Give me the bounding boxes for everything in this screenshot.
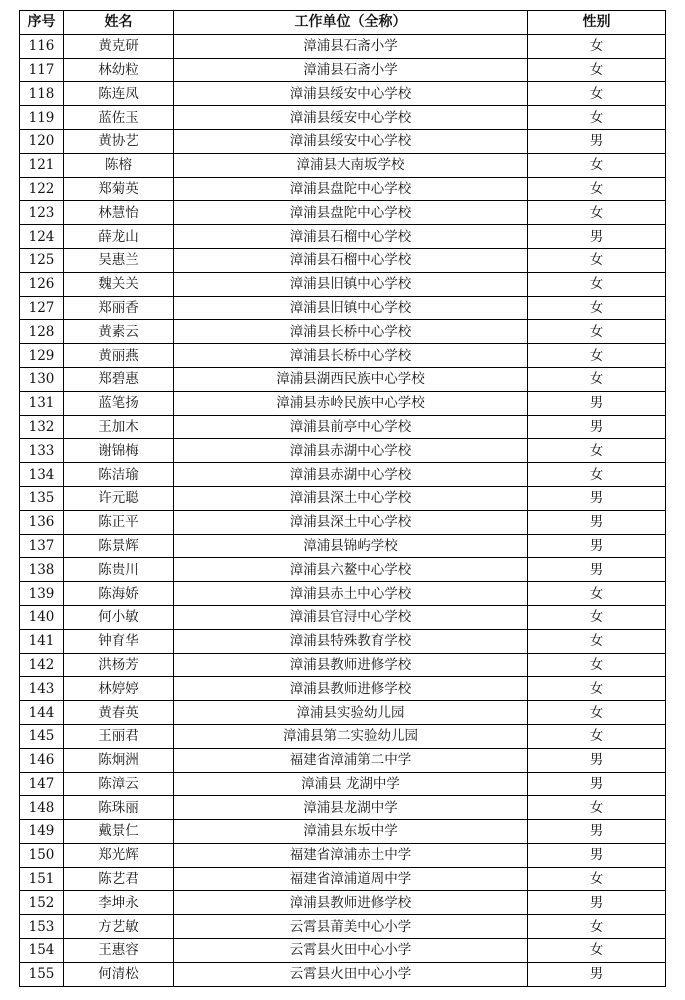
cell-gender: 男 xyxy=(528,772,666,796)
table-row xyxy=(20,82,666,106)
table-row xyxy=(20,225,666,249)
table-row xyxy=(20,772,666,796)
cell-gender: 女 xyxy=(528,796,666,820)
cell-name: 陈贵川 xyxy=(64,558,174,582)
cell-id: 130 xyxy=(20,367,64,391)
cell-name: 陈榕 xyxy=(64,153,174,177)
table-row xyxy=(20,367,666,391)
table-row xyxy=(20,106,666,130)
cell-name: 黄协艺 xyxy=(64,129,174,153)
cell-gender: 女 xyxy=(528,367,666,391)
table-row xyxy=(20,653,666,677)
cell-name: 蓝笔扬 xyxy=(64,391,174,415)
table-row xyxy=(20,248,666,272)
cell-id: 118 xyxy=(20,82,64,106)
cell-name: 戴景仁 xyxy=(64,820,174,844)
cell-unit: 漳浦县教师进修学校 xyxy=(174,891,528,915)
cell-id: 135 xyxy=(20,486,64,510)
cell-name: 陈海娇 xyxy=(64,582,174,606)
cell-gender: 男 xyxy=(528,510,666,534)
cell-id: 141 xyxy=(20,629,64,653)
cell-id: 119 xyxy=(20,106,64,130)
header-gender: 性别 xyxy=(528,11,666,35)
header-unit: 工作单位（全称） xyxy=(174,11,528,35)
cell-name: 何清松 xyxy=(64,962,174,986)
cell-name: 陈正平 xyxy=(64,510,174,534)
cell-unit: 漳浦县绥安中心学校 xyxy=(174,129,528,153)
cell-id: 151 xyxy=(20,867,64,891)
cell-unit: 漳浦县前亭中心学校 xyxy=(174,415,528,439)
cell-gender: 女 xyxy=(528,58,666,82)
cell-gender: 女 xyxy=(528,82,666,106)
cell-id: 138 xyxy=(20,558,64,582)
table-row xyxy=(20,486,666,510)
cell-name: 林幼粒 xyxy=(64,58,174,82)
cell-gender: 男 xyxy=(528,415,666,439)
cell-id: 120 xyxy=(20,129,64,153)
cell-name: 魏关关 xyxy=(64,272,174,296)
cell-unit: 漳浦县特殊教育学校 xyxy=(174,629,528,653)
cell-id: 155 xyxy=(20,962,64,986)
cell-id: 145 xyxy=(20,724,64,748)
cell-gender: 男 xyxy=(528,391,666,415)
table-row xyxy=(20,796,666,820)
cell-id: 146 xyxy=(20,748,64,772)
cell-name: 吴惠兰 xyxy=(64,248,174,272)
table-row xyxy=(20,843,666,867)
table-row xyxy=(20,129,666,153)
cell-unit: 漳浦县石斋小学 xyxy=(174,58,528,82)
header-row xyxy=(20,11,666,35)
cell-gender: 女 xyxy=(528,915,666,939)
cell-unit: 漳浦县大南坂学校 xyxy=(174,153,528,177)
cell-name: 王加木 xyxy=(64,415,174,439)
cell-name: 王丽君 xyxy=(64,724,174,748)
cell-unit: 漳浦县深土中心学校 xyxy=(174,486,528,510)
cell-name: 蓝佐玉 xyxy=(64,106,174,130)
table-row xyxy=(20,153,666,177)
cell-id: 154 xyxy=(20,939,64,963)
cell-name: 黄春英 xyxy=(64,701,174,725)
header-name: 姓名 xyxy=(64,11,174,35)
cell-unit: 漳浦县深土中心学校 xyxy=(174,510,528,534)
cell-name: 方艺敏 xyxy=(64,915,174,939)
cell-unit: 漳浦县旧镇中心学校 xyxy=(174,296,528,320)
cell-name: 许元聪 xyxy=(64,486,174,510)
cell-gender: 女 xyxy=(528,248,666,272)
cell-gender: 男 xyxy=(528,558,666,582)
cell-name: 陈漳云 xyxy=(64,772,174,796)
cell-id: 139 xyxy=(20,582,64,606)
cell-name: 陈艺君 xyxy=(64,867,174,891)
cell-name: 郑菊英 xyxy=(64,177,174,201)
cell-gender: 女 xyxy=(528,701,666,725)
cell-unit: 福建省漳浦赤土中学 xyxy=(174,843,528,867)
table-row xyxy=(20,582,666,606)
cell-gender: 女 xyxy=(528,177,666,201)
cell-id: 127 xyxy=(20,296,64,320)
cell-unit: 漳浦县赤湖中心学校 xyxy=(174,463,528,487)
cell-id: 128 xyxy=(20,320,64,344)
cell-name: 陈景辉 xyxy=(64,534,174,558)
cell-unit: 漳浦县官浔中心学校 xyxy=(174,605,528,629)
cell-id: 126 xyxy=(20,272,64,296)
cell-gender: 男 xyxy=(528,486,666,510)
cell-unit: 漳浦县湖西民族中心学校 xyxy=(174,367,528,391)
cell-unit: 漳浦县实验幼儿园 xyxy=(174,701,528,725)
cell-unit: 漳浦县教师进修学校 xyxy=(174,677,528,701)
table-row xyxy=(20,34,666,58)
table-row xyxy=(20,724,666,748)
table-row xyxy=(20,415,666,439)
cell-id: 144 xyxy=(20,701,64,725)
cell-gender: 男 xyxy=(528,225,666,249)
cell-name: 郑丽香 xyxy=(64,296,174,320)
cell-unit: 漳浦县盘陀中心学校 xyxy=(174,201,528,225)
cell-name: 陈洁瑜 xyxy=(64,463,174,487)
cell-gender: 女 xyxy=(528,344,666,368)
roster-table xyxy=(19,10,666,987)
cell-unit: 漳浦县旧镇中心学校 xyxy=(174,272,528,296)
header-id: 序号 xyxy=(20,11,64,35)
cell-name: 王惠容 xyxy=(64,939,174,963)
cell-id: 148 xyxy=(20,796,64,820)
table-row xyxy=(20,748,666,772)
cell-unit: 漳浦县赤土中心学校 xyxy=(174,582,528,606)
table-row xyxy=(20,820,666,844)
cell-name: 陈炯洲 xyxy=(64,748,174,772)
cell-name: 何小敏 xyxy=(64,605,174,629)
table-row xyxy=(20,344,666,368)
cell-id: 137 xyxy=(20,534,64,558)
table-row xyxy=(20,58,666,82)
cell-unit: 云霄县火田中心小学 xyxy=(174,939,528,963)
cell-unit: 漳浦县锦屿学校 xyxy=(174,534,528,558)
table-row xyxy=(20,701,666,725)
cell-gender: 女 xyxy=(528,320,666,344)
cell-name: 钟育华 xyxy=(64,629,174,653)
cell-name: 洪杨芳 xyxy=(64,653,174,677)
cell-name: 黄素云 xyxy=(64,320,174,344)
cell-name: 陈连凤 xyxy=(64,82,174,106)
cell-gender: 女 xyxy=(528,201,666,225)
cell-id: 134 xyxy=(20,463,64,487)
cell-unit: 漳浦县赤岭民族中心学校 xyxy=(174,391,528,415)
cell-unit: 漳浦县石斋小学 xyxy=(174,34,528,58)
cell-id: 122 xyxy=(20,177,64,201)
cell-name: 郑光辉 xyxy=(64,843,174,867)
table-row xyxy=(20,391,666,415)
cell-gender: 女 xyxy=(528,582,666,606)
cell-name: 薛龙山 xyxy=(64,225,174,249)
cell-name: 黄克研 xyxy=(64,34,174,58)
cell-name: 黄丽燕 xyxy=(64,344,174,368)
cell-gender: 女 xyxy=(528,106,666,130)
cell-gender: 男 xyxy=(528,891,666,915)
cell-name: 林婷婷 xyxy=(64,677,174,701)
cell-id: 136 xyxy=(20,510,64,534)
table-row xyxy=(20,510,666,534)
cell-unit: 漳浦县第二实验幼儿园 xyxy=(174,724,528,748)
table-header xyxy=(20,11,666,35)
cell-gender: 女 xyxy=(528,439,666,463)
cell-gender: 女 xyxy=(528,629,666,653)
cell-id: 143 xyxy=(20,677,64,701)
cell-unit: 漳浦县绥安中心学校 xyxy=(174,82,528,106)
table-row xyxy=(20,320,666,344)
cell-unit: 漳浦县六鳌中心学校 xyxy=(174,558,528,582)
cell-gender: 女 xyxy=(528,867,666,891)
cell-gender: 男 xyxy=(528,748,666,772)
table-row xyxy=(20,272,666,296)
cell-gender: 女 xyxy=(528,296,666,320)
cell-gender: 女 xyxy=(528,153,666,177)
table-row xyxy=(20,177,666,201)
cell-unit: 漳浦县东坂中学 xyxy=(174,820,528,844)
table-row xyxy=(20,558,666,582)
table-row xyxy=(20,677,666,701)
cell-unit: 漳浦县石榴中心学校 xyxy=(174,225,528,249)
cell-unit: 漳浦县教师进修学校 xyxy=(174,653,528,677)
cell-name: 谢锦梅 xyxy=(64,439,174,463)
cell-id: 132 xyxy=(20,415,64,439)
table-row xyxy=(20,534,666,558)
cell-id: 117 xyxy=(20,58,64,82)
cell-unit: 漳浦县长桥中心学校 xyxy=(174,320,528,344)
cell-unit: 云霄县莆美中心小学 xyxy=(174,915,528,939)
cell-name: 林慧怡 xyxy=(64,201,174,225)
cell-gender: 男 xyxy=(528,534,666,558)
cell-id: 149 xyxy=(20,820,64,844)
cell-id: 131 xyxy=(20,391,64,415)
cell-gender: 女 xyxy=(528,677,666,701)
cell-gender: 男 xyxy=(528,129,666,153)
cell-id: 121 xyxy=(20,153,64,177)
cell-id: 129 xyxy=(20,344,64,368)
cell-unit: 云霄县火田中心小学 xyxy=(174,962,528,986)
cell-id: 124 xyxy=(20,225,64,249)
cell-unit: 漳浦县龙湖中学 xyxy=(174,796,528,820)
table-row xyxy=(20,962,666,986)
cell-id: 152 xyxy=(20,891,64,915)
cell-unit: 福建省漳浦第二中学 xyxy=(174,748,528,772)
cell-gender: 女 xyxy=(528,34,666,58)
cell-unit: 福建省漳浦道周中学 xyxy=(174,867,528,891)
cell-name: 郑碧惠 xyxy=(64,367,174,391)
table-body xyxy=(20,34,666,986)
cell-gender: 男 xyxy=(528,820,666,844)
cell-unit: 漳浦县绥安中心学校 xyxy=(174,106,528,130)
cell-gender: 女 xyxy=(528,724,666,748)
table-row xyxy=(20,296,666,320)
table-row xyxy=(20,605,666,629)
cell-unit: 漳浦县石榴中心学校 xyxy=(174,248,528,272)
cell-id: 153 xyxy=(20,915,64,939)
cell-gender: 女 xyxy=(528,605,666,629)
cell-name: 陈珠丽 xyxy=(64,796,174,820)
table-row xyxy=(20,867,666,891)
table-row xyxy=(20,439,666,463)
cell-id: 133 xyxy=(20,439,64,463)
cell-gender: 男 xyxy=(528,962,666,986)
cell-id: 150 xyxy=(20,843,64,867)
table-row xyxy=(20,463,666,487)
cell-id: 116 xyxy=(20,34,64,58)
cell-unit: 漳浦县长桥中心学校 xyxy=(174,344,528,368)
cell-gender: 女 xyxy=(528,463,666,487)
table-row xyxy=(20,891,666,915)
table-row xyxy=(20,939,666,963)
cell-id: 125 xyxy=(20,248,64,272)
cell-id: 147 xyxy=(20,772,64,796)
cell-unit: 漳浦县赤湖中心学校 xyxy=(174,439,528,463)
cell-unit: 漳浦县盘陀中心学校 xyxy=(174,177,528,201)
cell-gender: 女 xyxy=(528,939,666,963)
cell-id: 142 xyxy=(20,653,64,677)
table-row xyxy=(20,915,666,939)
table-row xyxy=(20,201,666,225)
cell-unit: 漳浦县 龙湖中学 xyxy=(174,772,528,796)
cell-gender: 男 xyxy=(528,843,666,867)
cell-name: 李坤永 xyxy=(64,891,174,915)
cell-gender: 女 xyxy=(528,272,666,296)
table-row xyxy=(20,629,666,653)
cell-id: 140 xyxy=(20,605,64,629)
cell-id: 123 xyxy=(20,201,64,225)
cell-gender: 女 xyxy=(528,653,666,677)
